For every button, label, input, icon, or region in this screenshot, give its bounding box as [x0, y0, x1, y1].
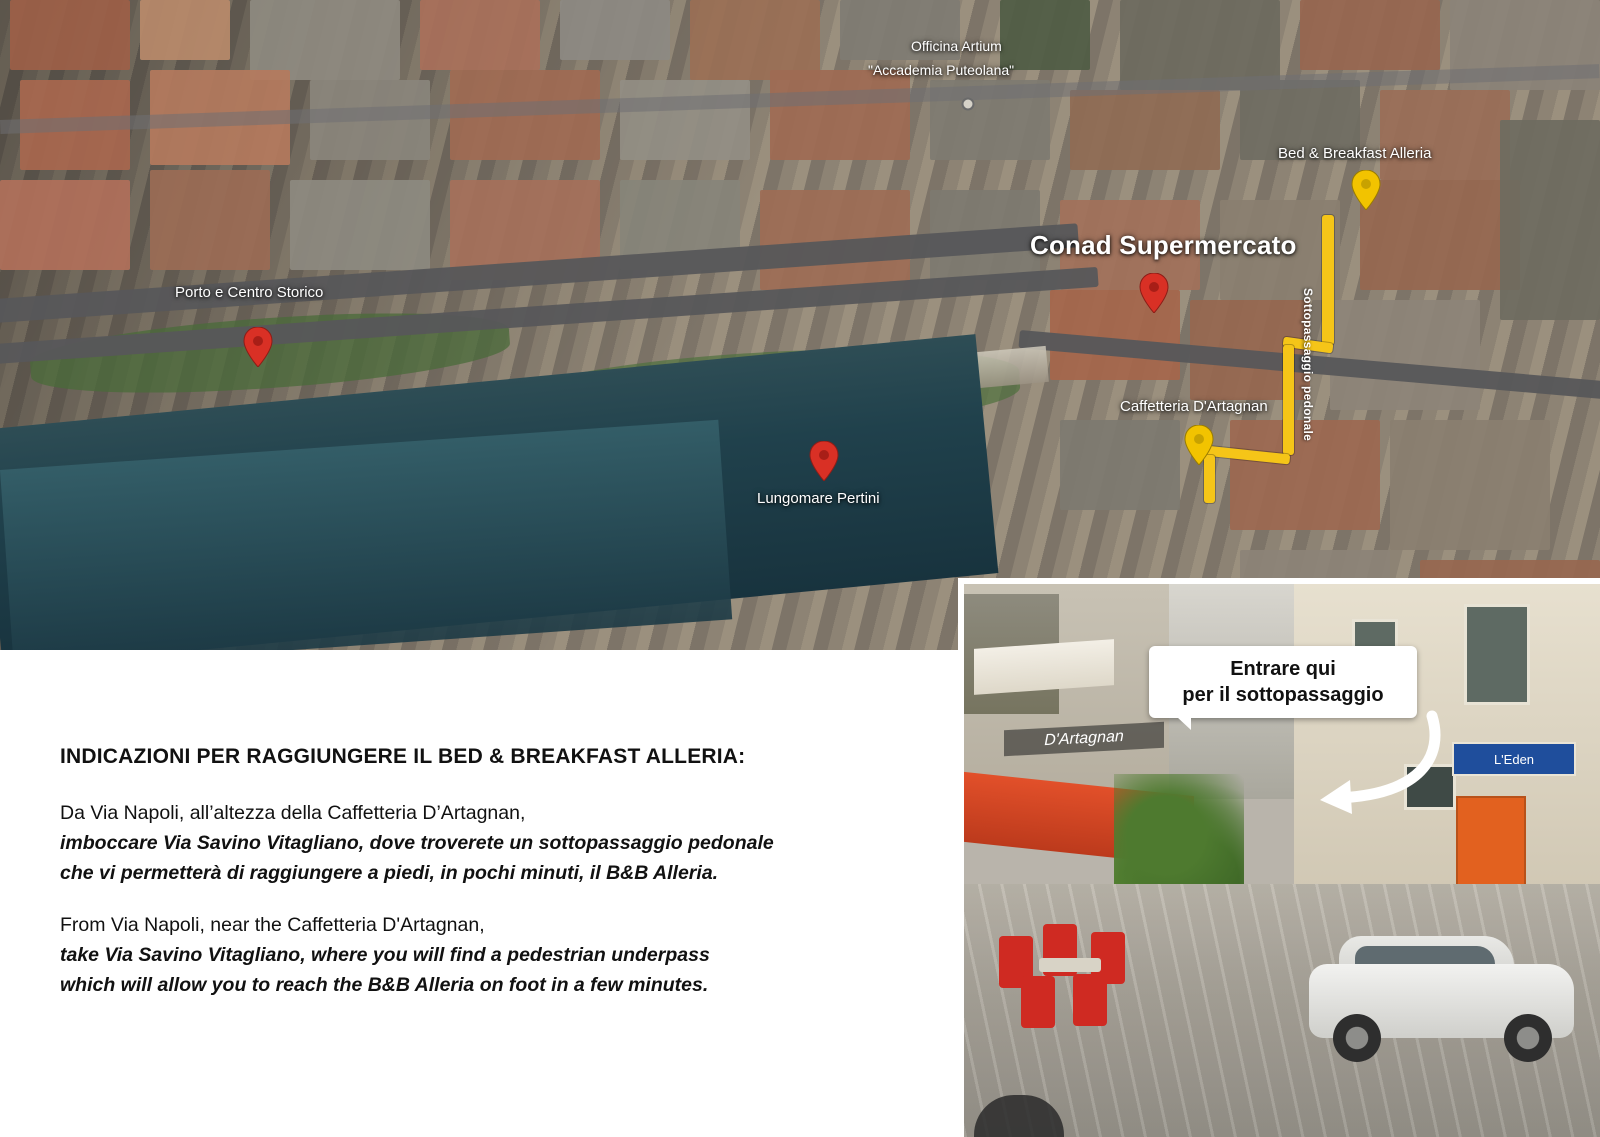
map-pin-conad-supermercato[interactable] [1139, 273, 1169, 318]
directions-english-line1: From Via Napoli, near the Caffetteria D'Artagnan, [60, 914, 485, 936]
photo-callout-box [1149, 646, 1417, 718]
map-label-sottopassaggio [1300, 288, 1314, 441]
directions-heading: INDICAZIONI PER RAGGIUNGERE IL BED & BREAKFAST ALLERIA: [60, 745, 746, 768]
photo-chair [1021, 976, 1055, 1028]
map-pin-caffetteria-dartagnan[interactable] [1184, 425, 1214, 470]
map-label-accademia-puteolana: "Accademia Puteolana" [868, 62, 1015, 78]
photo-callout-line2: per il sottopassaggio [1182, 684, 1384, 706]
map-label-porto-centro-storico: Porto e Centro Storico [175, 284, 324, 301]
directions-english [60, 910, 710, 1001]
photo-cafe-seating [999, 902, 1169, 1022]
map-label-conad-supermercato: Conad Supermercato [1030, 230, 1297, 260]
directions-italian-line1: Da Via Napoli, all’altezza della Caffetteria D’Artagnan, [60, 802, 526, 824]
photo-chair [1073, 974, 1107, 1026]
directions-english-line2: take Via Savino Vitagliano, where you will find a pedestrian underpass [60, 944, 710, 967]
directions-panel [0, 650, 960, 1131]
map-label-bed-breakfast-alleria: Bed & Breakfast Alleria [1278, 145, 1432, 162]
route-segment-mid [1283, 345, 1294, 455]
directions-italian [60, 798, 774, 889]
photo-parked-car [1309, 936, 1574, 1066]
route-segment-north [1322, 215, 1334, 345]
map-label-officina-artium: Officina Artium [911, 38, 1002, 54]
map-label-lungomare-pertini: Lungomare Pertini [757, 490, 880, 507]
map-label-sottopassaggio-line1: Sottopassaggio [1300, 288, 1315, 383]
photo-sign-eden: L'Eden [1452, 742, 1576, 776]
photo-callout-line1: Entrare qui [1230, 658, 1336, 680]
photo-shop-canopy [974, 639, 1114, 695]
street-view-photo[interactable] [958, 578, 1600, 1137]
map-label-caffetteria-dartagnan: Caffetteria D'Artagnan [1120, 398, 1268, 415]
map-poi-dot[interactable] [962, 98, 975, 111]
directions-english-line3: which will allow you to reach the B&B Alleria on foot in a few minutes. [60, 974, 709, 997]
directions-italian-line3: che vi permetterà di raggiungere a piedi, in pochi minuti, il B&B Alleria. [60, 862, 719, 885]
directions-italian-line2: imboccare Via Savino Vitagliano, dove troverete un sottopassaggio pedonale [60, 832, 774, 855]
map-label-sottopassaggio-line2: pedonale [1300, 385, 1315, 441]
map-pin-porto-centro-storico[interactable] [243, 327, 273, 372]
photo-sign-dartagnan: D'Artagnan [1004, 722, 1164, 756]
photo-window [1464, 604, 1530, 705]
map-pin-lungomare-pertini[interactable] [809, 441, 839, 486]
photo-table [1039, 958, 1101, 972]
map-pin-bed-breakfast-alleria[interactable] [1351, 170, 1381, 215]
photo-arrow-icon [1294, 710, 1444, 820]
